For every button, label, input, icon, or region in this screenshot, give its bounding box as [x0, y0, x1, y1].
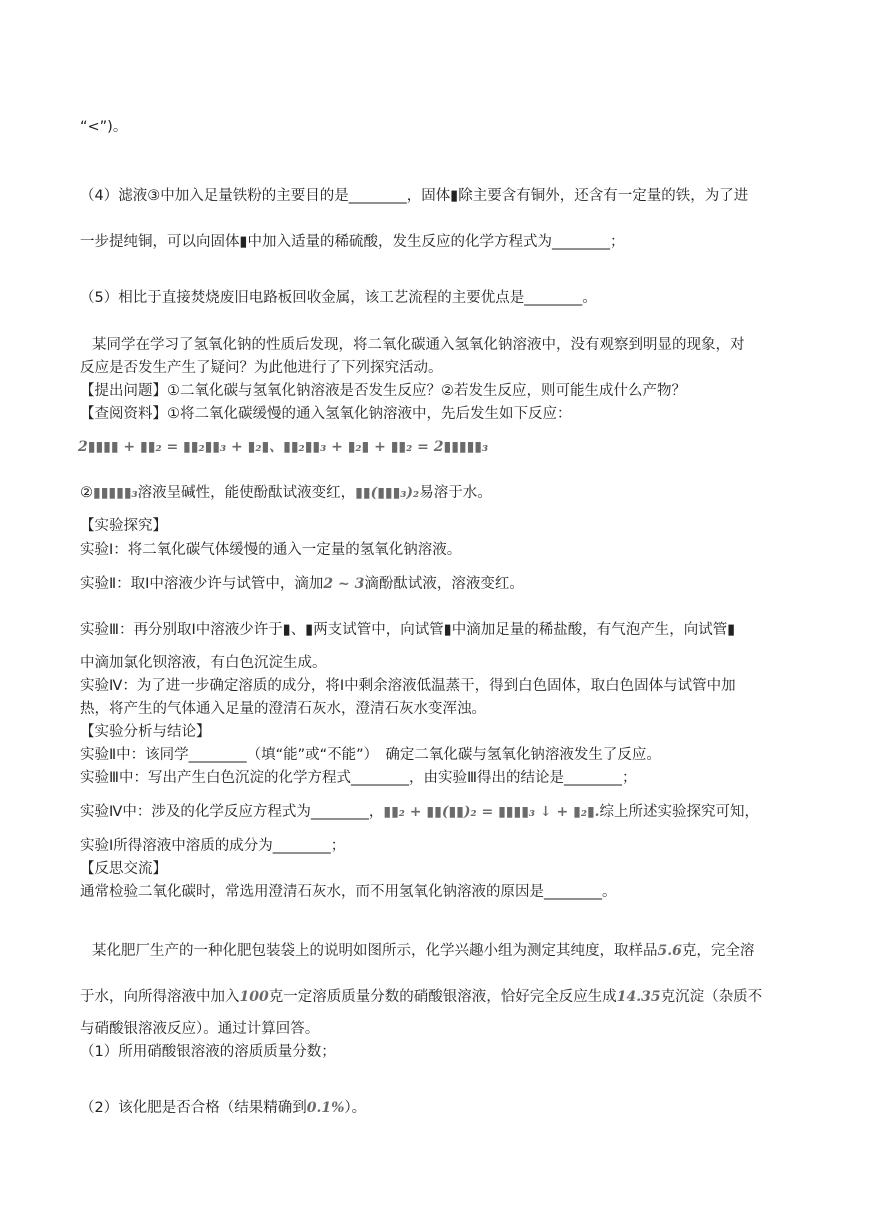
- fertilizer-sub-1: （1）所用硝酸银溶液的溶质质量分数；: [80, 1044, 336, 1060]
- fert-l2-b: 克一定溶质质量分数的硝酸银溶液，恰好完全反应生成: [268, 989, 617, 1005]
- analysis-3-text-b: 综上所述实验探究可知，: [599, 804, 760, 820]
- fertilizer-line-1: [92, 941, 754, 961]
- explore-heading: 【实验探究】: [80, 518, 167, 534]
- fert-l2-a: 于水，向所得溶液中加入: [80, 989, 240, 1005]
- sodium-bicarbonate-formula: ▮▮▮▮▮₃: [93, 485, 138, 501]
- experiment-4-line-2: 热，将产生的气体通入足量的澄清石灰水，澄清石灰水变浑浊。: [80, 701, 486, 717]
- experiment-3-line-2: 中滴加氯化钡溶液，有白色沉淀生成。: [80, 655, 327, 671]
- sample-mass: 5.6: [657, 943, 682, 959]
- naoh-question: 【提出问题】①二氧化碳与氢氧化钠溶液是否发生反应？②若发生反应，则可能生成什么产物？: [80, 383, 686, 399]
- analysis-2: 实验Ⅲ中：写出产生白色沉淀的化学方程式________，由实验Ⅲ得出的结论是________；: [80, 770, 637, 786]
- analysis-4: 实验Ⅰ所得溶液中溶质的成分为________；: [80, 838, 346, 854]
- analysis-3-text-a: 实验Ⅳ中：涉及的化学反应方程式为________，: [80, 804, 384, 820]
- exp2-text-b: 滴酚酞试液，溶液变红。: [364, 576, 524, 592]
- q4-line-2: 一步提纯铜，可以向固体▮中加入适量的稀硫酸，发生反应的化学方程式为________；: [80, 234, 625, 250]
- fert-s2-a: （2）该化肥是否合格（结果精确到: [80, 1100, 307, 1116]
- exp2-number: 2 ~ 3: [323, 576, 365, 592]
- answer-fragment: “<”)。: [80, 119, 128, 135]
- experiment-3-line-1: 实验Ⅲ：再分别取Ⅰ中溶液少许于▮、▮两支试管中，向试管▮中滴加足量的稀盐酸，有气泡产生，向试管▮: [80, 622, 736, 638]
- solution-mass: 100: [239, 989, 269, 1005]
- fert-l1-a: 某化肥厂生产的一种化肥包装袋上的说明如图所示，化学兴趣小组为测定其纯度，取样品: [92, 943, 658, 959]
- fertilizer-sub-2: [80, 1098, 366, 1118]
- fert-l2-c: 克沉淀（杂质不: [660, 989, 763, 1005]
- limewater-equation: ▮▮₂ + ▮▮(▮▮)₂ = ▮▮▮▮₃ ↓ + ▮₂▮.: [383, 804, 600, 820]
- analysis-3: [80, 802, 759, 822]
- info-2-text: 溶液呈碱性，能使酚酞试液变红，: [137, 485, 356, 501]
- exp2-text-a: 实验Ⅱ：取Ⅰ中溶液少许与试管中，滴加: [80, 576, 324, 592]
- fert-s2-b: ）。: [344, 1100, 367, 1116]
- fertilizer-line-3: 与硝酸银溶液反应）。通过计算回答。: [80, 1021, 320, 1037]
- q4-line-1: （4）滤液③中加入足量铁粉的主要目的是________，固体▮除主要含有铜外，还含有一定量的铁，为了进: [80, 188, 749, 204]
- naoh-info-2: [80, 483, 492, 503]
- experiment-2: [80, 574, 524, 594]
- precision: 0.1%: [306, 1100, 345, 1116]
- info-2-mark: ②: [80, 485, 93, 501]
- fertilizer-line-2: [80, 987, 762, 1007]
- precipitate-mass: 14.35: [616, 989, 661, 1005]
- experiment-1: 实验Ⅰ：将二氧化碳气体缓慢的通入一定量的氢氧化钠溶液。: [80, 542, 462, 558]
- experiment-4-line-1: 实验Ⅳ：为了进一步确定溶质的成分，将Ⅰ中剩余溶液低温蒸干，得到白色固体，取白色固体与试管中加: [80, 678, 736, 694]
- info-2-tail: 易溶于水。: [419, 485, 492, 501]
- analysis-1: 实验Ⅱ中：该同学________（填“能”或“不能”） 确定二氧化碳与氢氧化钠溶液发生了反应。: [80, 747, 661, 763]
- reflect-heading: 【反思交流】: [80, 861, 167, 877]
- analysis-heading: 【实验分析与结论】: [80, 724, 211, 740]
- reflect-text: 通常检验二氧化碳时，常选用澄清石灰水，而不用氢氧化钠溶液的原因是________。: [80, 884, 617, 900]
- naoh-info: 【查阅资料】①将二氧化碳缓慢的通入氢氧化钠溶液中，先后发生如下反应：: [80, 406, 572, 422]
- fert-l1-b: 克，完全溶: [681, 943, 755, 959]
- calcium-bicarbonate-formula: ▮▮(▮▮▮₃)₂: [355, 485, 420, 501]
- naoh-intro-2: 反应是否发生产生了疑问？为此他进行了下列探究活动。: [80, 360, 443, 376]
- naoh-intro-1: 某同学在学习了氢氧化钠的性质后发现，将二氧化碳通入氢氧化钠溶液中，没有观察到明显的现象，对: [92, 337, 745, 353]
- reaction-equation: 2▮▮▮▮ + ▮▮₂ = ▮▮₂▮▮₃ + ▮₂▮、▮▮₂▮▮₃ + ▮₂▮ + ▮▮₂ = 2▮▮▮▮▮₃: [78, 439, 489, 455]
- q5-line: （5）相比于直接焚烧废旧电路板回收金属，该工艺流程的主要优点是________。: [80, 290, 597, 306]
